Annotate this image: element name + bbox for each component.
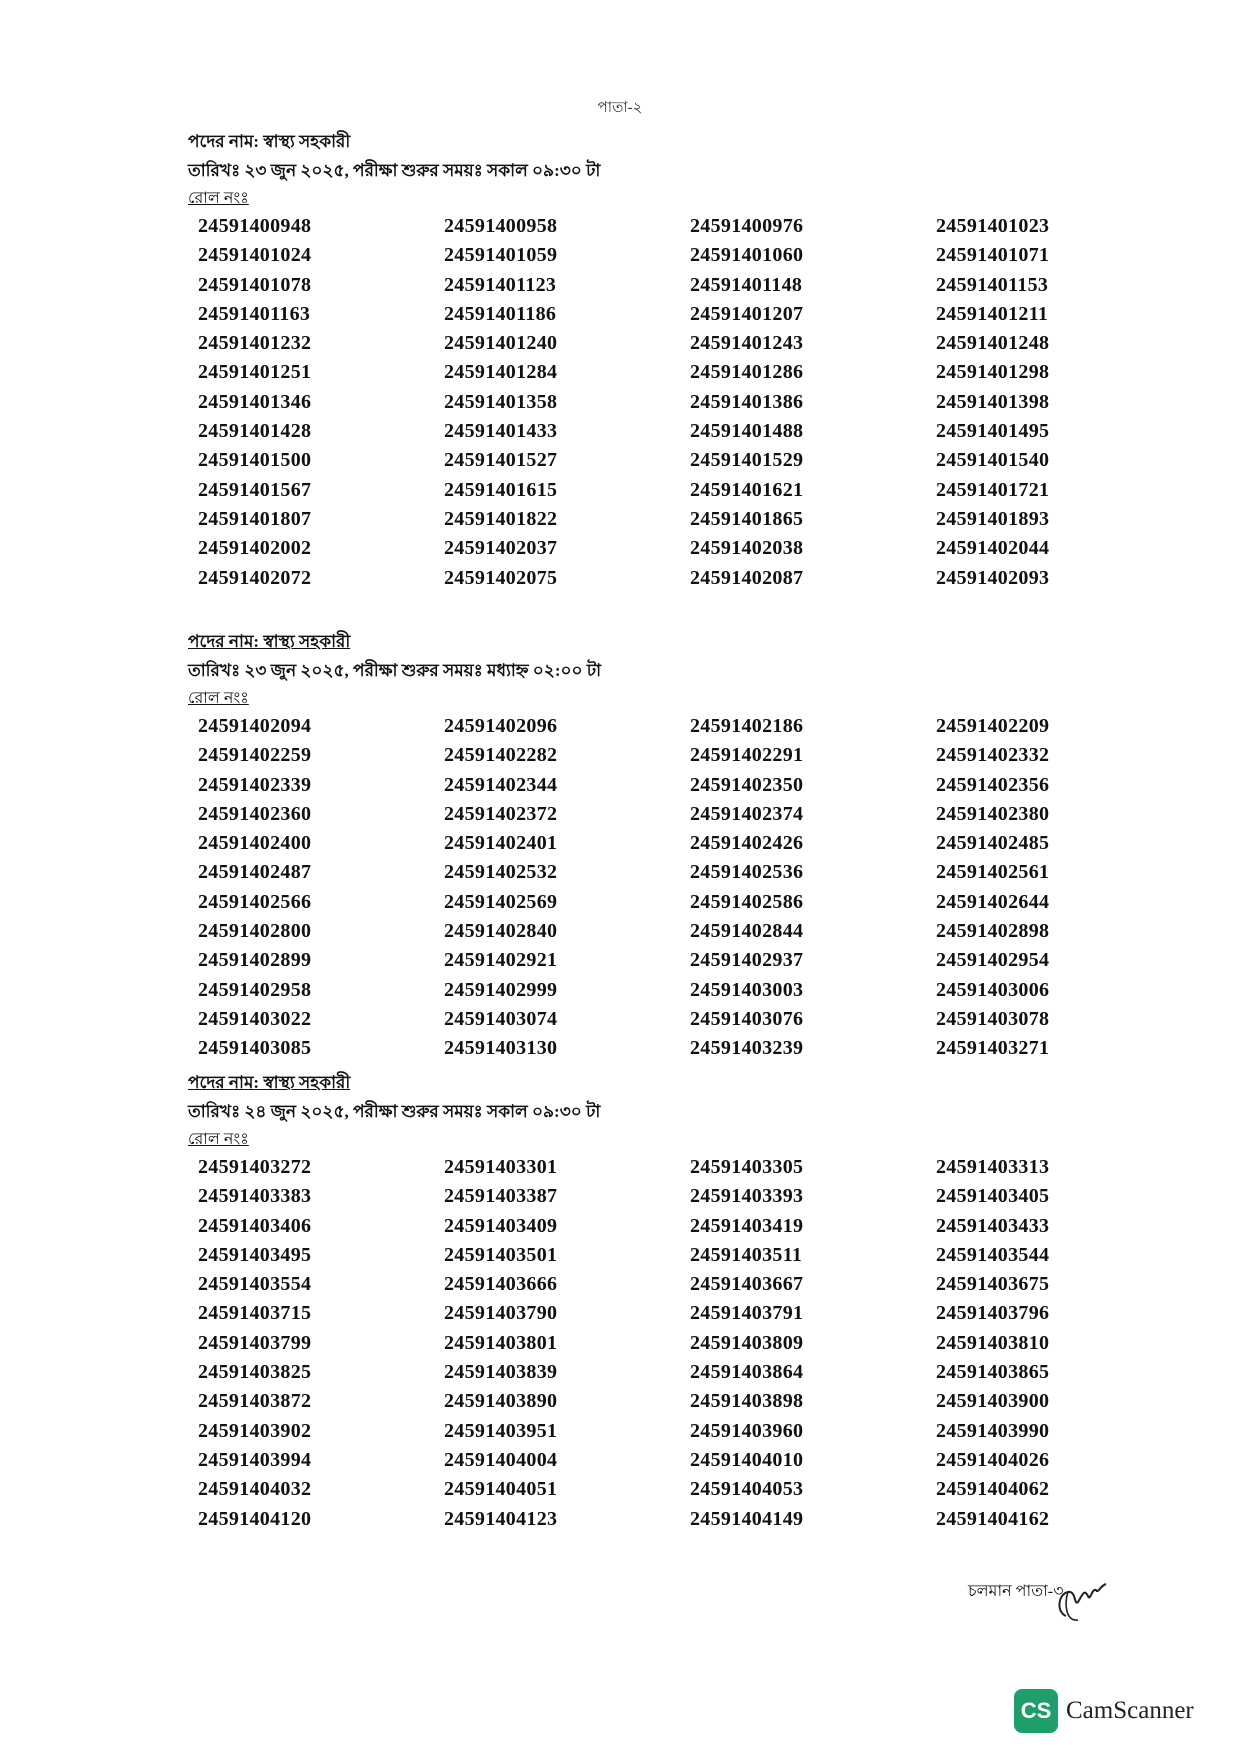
- roll-number: 24591402844: [690, 920, 804, 943]
- roll-number: 24591401071: [936, 244, 1050, 267]
- roll-number: 24591402561: [936, 861, 1050, 884]
- roll-number: 24591402291: [690, 744, 804, 767]
- roll-number: 24591403419: [690, 1214, 804, 1237]
- roll-number: 24591401211: [936, 302, 1049, 325]
- roll-number: 24591402921: [444, 949, 558, 972]
- post-name-text: পদের নাম: স্বাস্থ্য সহকারী: [188, 632, 351, 651]
- roll-number: 24591401433: [444, 420, 558, 443]
- roll-number: 24591403872: [198, 1390, 312, 1413]
- roll-number: 24591403825: [198, 1361, 312, 1384]
- roll-number: 24591401398: [936, 390, 1050, 413]
- roll-number: 24591403501: [444, 1243, 558, 1266]
- roll-number: 24591401153: [936, 273, 1049, 296]
- roll-number-grid: [198, 712, 1088, 1064]
- roll-number: 24591403810: [936, 1331, 1050, 1354]
- roll-number: 24591403074: [444, 1007, 558, 1030]
- roll-number: 24591403271: [936, 1037, 1050, 1060]
- roll-number: 24591403078: [936, 1007, 1050, 1030]
- roll-number: 24591401232: [198, 332, 312, 355]
- roll-number: 24591402532: [444, 861, 558, 884]
- roll-number: 24591402093: [936, 566, 1050, 589]
- roll-number: 24591404010: [690, 1448, 804, 1471]
- roll-number: 24591401148: [690, 273, 803, 296]
- roll-number: 24591401078: [198, 273, 312, 296]
- camscanner-logo-icon: CS: [1014, 1689, 1058, 1733]
- roll-label: রোল নংঃ: [188, 190, 249, 207]
- roll-number: 24591401186: [444, 302, 557, 325]
- roll-number: 24591401428: [198, 420, 312, 443]
- roll-number: 24591402374: [690, 802, 804, 825]
- roll-number: 24591401386: [690, 390, 804, 413]
- roll-number: 24591404123: [444, 1507, 558, 1530]
- roll-number: 24591403495: [198, 1243, 312, 1266]
- roll-number-grid: [198, 212, 1088, 593]
- roll-number: 24591403790: [444, 1302, 558, 1325]
- roll-number: 24591403799: [198, 1331, 312, 1354]
- roll-number: 24591401822: [444, 507, 558, 530]
- roll-number: 24591403433: [936, 1214, 1050, 1237]
- roll-number: 24591401540: [936, 449, 1050, 472]
- roll-number: 24591402958: [198, 978, 312, 1001]
- roll-number: 24591402002: [198, 537, 312, 560]
- roll-number: 24591403305: [690, 1156, 804, 1178]
- roll-number: 24591401248: [936, 332, 1050, 355]
- roll-number: 24591402360: [198, 802, 312, 825]
- roll-number: 24591402332: [936, 744, 1050, 767]
- roll-number: 24591402282: [444, 744, 558, 767]
- exam-date-time: তারিখঃ ২৩ জুন ২০২৫, পরীক্ষা শুরুর সময়ঃ সকাল ০৯:৩০ টা: [188, 161, 601, 180]
- roll-number: 24591402800: [198, 920, 312, 943]
- roll-number: 24591402350: [690, 773, 804, 796]
- exam-date-time: তারিখঃ ২৪ জুন ২০২৫, পরীক্ষা শুরুর সময়ঃ সকাল ০৯:৩০ টা: [188, 1102, 601, 1121]
- roll-number: 24591403383: [198, 1185, 312, 1208]
- roll-number: 24591403085: [198, 1037, 312, 1060]
- roll-number: 24591403902: [198, 1419, 312, 1442]
- roll-number: 24591403076: [690, 1007, 804, 1030]
- roll-number: 24591401243: [690, 332, 804, 355]
- roll-number: 24591403130: [444, 1037, 558, 1060]
- roll-label: রোল নংঃ: [188, 1131, 249, 1148]
- roll-label: রোল নংঃ: [188, 690, 249, 707]
- roll-number: 24591401163: [198, 302, 311, 325]
- roll-number: 24591401207: [690, 302, 804, 325]
- roll-number-grid: [198, 1153, 1088, 1534]
- roll-number: 24591403865: [936, 1361, 1050, 1384]
- roll-number: 24591403239: [690, 1037, 804, 1060]
- roll-number: 24591401240: [444, 332, 558, 355]
- roll-number: 24591402087: [690, 566, 804, 589]
- post-name-text: পদের নাম: স্বাস্থ্য সহকারী: [188, 1073, 351, 1092]
- roll-number: 24591402401: [444, 832, 558, 855]
- roll-number: 24591402038: [690, 537, 804, 560]
- roll-number: 24591403272: [198, 1156, 312, 1178]
- roll-number: 24591401060: [690, 244, 804, 267]
- roll-number: 24591401024: [198, 244, 312, 267]
- roll-number: 24591403393: [690, 1185, 804, 1208]
- roll-number: 24591401123: [444, 273, 557, 296]
- roll-number: 24591404032: [198, 1478, 312, 1501]
- roll-number: 24591403666: [444, 1273, 558, 1296]
- roll-number: 24591403900: [936, 1390, 1050, 1413]
- roll-number: 24591401023: [936, 215, 1050, 237]
- roll-number: 24591402487: [198, 861, 312, 884]
- roll-number: 24591402096: [444, 715, 558, 737]
- roll-number: 24591400948: [198, 215, 312, 237]
- roll-number: 24591403898: [690, 1390, 804, 1413]
- roll-number: 24591402044: [936, 537, 1050, 560]
- roll-number: 24591402372: [444, 802, 558, 825]
- page-number: পাতা-২: [597, 100, 643, 116]
- roll-number: 24591401500: [198, 449, 312, 472]
- roll-number: 24591403801: [444, 1331, 558, 1354]
- post-name: [188, 628, 1088, 656]
- exam-section-3: [188, 1069, 1088, 1534]
- roll-number: 24591403006: [936, 978, 1050, 1001]
- roll-number: 24591403387: [444, 1185, 558, 1208]
- roll-number: 24591403667: [690, 1273, 804, 1296]
- roll-number: 24591403301: [444, 1156, 558, 1178]
- roll-number: 24591403994: [198, 1448, 312, 1471]
- roll-number: 24591403890: [444, 1390, 558, 1413]
- roll-number: 24591403990: [936, 1419, 1050, 1442]
- roll-number: 24591403511: [690, 1243, 803, 1266]
- roll-number: 24591403405: [936, 1185, 1050, 1208]
- roll-number: 24591401529: [690, 449, 804, 472]
- roll-number: 24591403715: [198, 1302, 312, 1325]
- roll-number: 24591403675: [936, 1273, 1050, 1296]
- roll-number: 24591402536: [690, 861, 804, 884]
- roll-number: 24591401298: [936, 361, 1050, 384]
- roll-number: 24591402586: [690, 890, 804, 913]
- roll-number: 24591402566: [198, 890, 312, 913]
- roll-number: 24591401284: [444, 361, 558, 384]
- roll-number: 24591401527: [444, 449, 558, 472]
- roll-number: 24591403406: [198, 1214, 312, 1237]
- exam-section-2: [188, 628, 1088, 1064]
- camscanner-brand: CamScanner: [1066, 1697, 1194, 1724]
- roll-number: 24591401621: [690, 478, 804, 501]
- exam-date-time: তারিখঃ ২৩ জুন ২০২৫, পরীক্ষা শুরুর সময়ঃ মধ্যাহ্ন ০২:০০ টা: [188, 661, 602, 680]
- roll-number: 24591404162: [936, 1507, 1050, 1530]
- roll-number: 24591401615: [444, 478, 558, 501]
- roll-number: 24591402072: [198, 566, 312, 589]
- roll-number: 24591402380: [936, 802, 1050, 825]
- roll-number: 24591402485: [936, 832, 1050, 855]
- roll-number: 24591401721: [936, 478, 1050, 501]
- roll-number: 24591401059: [444, 244, 558, 267]
- roll-number: 24591403544: [936, 1243, 1050, 1266]
- roll-number: 24591403864: [690, 1361, 804, 1384]
- roll-number: 24591402186: [690, 715, 804, 737]
- roll-number: 24591401358: [444, 390, 558, 413]
- roll-number: 24591404053: [690, 1478, 804, 1501]
- roll-number: 24591400976: [690, 215, 804, 237]
- roll-number: 24591401488: [690, 420, 804, 443]
- roll-number: 24591404062: [936, 1478, 1050, 1501]
- roll-number: 24591402426: [690, 832, 804, 855]
- roll-number: 24591402954: [936, 949, 1050, 972]
- roll-number: 24591404149: [690, 1507, 804, 1530]
- roll-number: 24591402840: [444, 920, 558, 943]
- roll-number: 24591402569: [444, 890, 558, 913]
- roll-number: 24591403003: [690, 978, 804, 1001]
- roll-number: 24591403313: [936, 1156, 1050, 1178]
- continue-next-page-note: চলমান পাতা-৩: [968, 1583, 1064, 1600]
- roll-number: 24591402356: [936, 773, 1050, 796]
- roll-number: 24591402898: [936, 920, 1050, 943]
- roll-number: 24591402075: [444, 566, 558, 589]
- roll-number: 24591401893: [936, 507, 1050, 530]
- roll-number: 24591404004: [444, 1448, 558, 1471]
- roll-number: 24591400958: [444, 215, 558, 237]
- post-name-text: পদের নাম: স্বাস্থ্য সহকারী: [188, 132, 351, 151]
- roll-number: 24591402339: [198, 773, 312, 796]
- roll-number: 24591403951: [444, 1419, 558, 1442]
- roll-number: 24591401346: [198, 390, 312, 413]
- roll-number: 24591404120: [198, 1507, 312, 1530]
- roll-number: 24591402400: [198, 832, 312, 855]
- roll-number: 24591402037: [444, 537, 558, 560]
- signature-icon: [1052, 1576, 1114, 1626]
- roll-number: 24591401495: [936, 420, 1050, 443]
- roll-number: 24591403809: [690, 1331, 804, 1354]
- roll-number: 24591403554: [198, 1273, 312, 1296]
- roll-number: 24591403022: [198, 1007, 312, 1030]
- roll-number: 24591402999: [444, 978, 558, 1001]
- roll-number: 24591401807: [198, 507, 312, 530]
- exam-section-1: [188, 128, 1088, 593]
- roll-number: 24591401865: [690, 507, 804, 530]
- roll-number: 24591403960: [690, 1419, 804, 1442]
- roll-number: 24591404026: [936, 1448, 1050, 1471]
- roll-number: 24591403791: [690, 1302, 804, 1325]
- roll-number: 24591402344: [444, 773, 558, 796]
- roll-number: 24591402209: [936, 715, 1050, 737]
- roll-number: 24591401286: [690, 361, 804, 384]
- post-name: [188, 1069, 1088, 1097]
- roll-number: 24591401567: [198, 478, 312, 501]
- camscanner-watermark: [1014, 1688, 1194, 1734]
- roll-number: 24591402937: [690, 949, 804, 972]
- roll-number: 24591402259: [198, 744, 312, 767]
- roll-number: 24591402094: [198, 715, 312, 737]
- roll-number: 24591403796: [936, 1302, 1050, 1325]
- roll-number: 24591402899: [198, 949, 312, 972]
- roll-number: 24591401251: [198, 361, 312, 384]
- roll-number: 24591403839: [444, 1361, 558, 1384]
- roll-number: 24591404051: [444, 1478, 558, 1501]
- post-name: [188, 128, 1088, 156]
- roll-number: 24591403409: [444, 1214, 558, 1237]
- roll-number: 24591402644: [936, 890, 1050, 913]
